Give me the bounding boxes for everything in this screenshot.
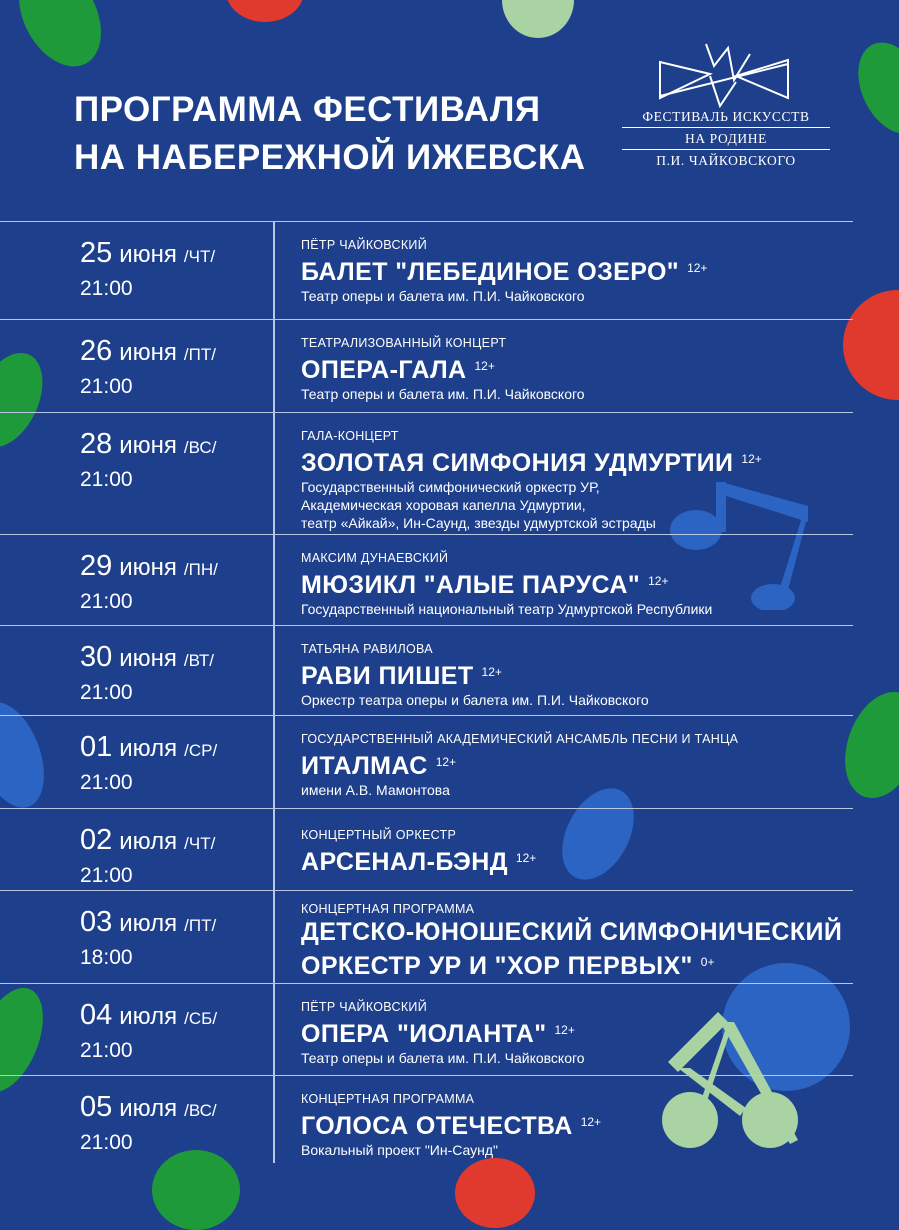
event-venue: театр «Айкай», Ин-Саунд, звезды удмуртской эстрады [301,515,656,531]
age-rating-badge: 12+ [580,1115,602,1129]
event-venue: имени А.В. Мамонтова [301,782,450,798]
event-info [301,901,853,981]
age-rating-badge: 12+ [648,574,669,588]
event-date [80,998,217,1065]
event-month: июля [119,735,178,762]
event-title [301,747,853,781]
event-subtitle: КОНЦЕРТНЫЙ ОРКЕСТР [301,828,457,842]
age-rating-badge: 12+ [481,665,502,679]
column-divider [273,809,275,890]
title-line-2: НА НАБЕРЕЖНОЙ ИЖЕВСКА [74,138,586,177]
event-time: 21:00 [80,277,133,300]
column-divider [273,716,275,808]
logo-text-line-2: НА РОДИНЕ [685,131,767,146]
event-month: июня [119,645,177,672]
event-weekday: /СР/ [184,741,218,760]
event-title-line: МЮЗИКЛ "АЛЫЕ ПАРУСА" $^{12+}$ [301,571,669,599]
event-time: 21:00 [80,590,133,613]
event-subtitle: ГАЛА-КОНЦЕРТ [301,429,399,443]
event-info [301,1091,853,1159]
column-divider [273,535,275,625]
event-row [0,808,853,890]
event-date [80,1090,217,1157]
event-day: 04 [80,999,113,1031]
event-month: июля [119,828,178,855]
event-title [301,843,853,877]
event-venue: Театр оперы и балета им. П.И. Чайковского [301,288,585,304]
event-date [80,823,215,890]
column-divider [273,222,275,319]
event-date [80,427,216,494]
event-title [301,657,853,691]
event-row [0,983,853,1075]
event-time: 21:00 [80,771,133,794]
event-title [301,1015,853,1049]
event-subtitle: КОНЦЕРТНАЯ ПРОГРАММА [301,902,475,916]
event-title [301,253,853,287]
event-day: 01 [80,731,113,763]
event-day: 30 [80,641,113,673]
event-title-line: БАЛЕТ "ЛЕБЕДИНОЕ ОЗЕРО" $^{12+}$ [301,258,708,286]
event-schedule [0,221,853,1163]
event-venue: Государственный национальный театр Удмуртской Республики [301,601,713,617]
age-rating-badge: 12+ [435,755,457,769]
event-weekday: /ВС/ [183,438,217,457]
event-title-line: ГОЛОСА ОТЕЧЕСТВА $^{12+}$ [301,1112,602,1140]
event-weekday: /ВТ/ [183,651,214,670]
event-day: 02 [80,824,113,856]
event-month: июля [119,1003,178,1030]
event-row [0,715,853,808]
age-rating-badge: 12+ [474,359,495,373]
title-line-1: ПРОГРАММА ФЕСТИВАЛЯ [74,90,541,129]
event-weekday: /СБ/ [184,1009,218,1028]
event-time: 21:00 [80,375,133,398]
event-title-line: ИТАЛМАС $^{12+}$ [301,752,457,780]
event-day: 25 [80,237,113,269]
event-title-line: АРСЕНАЛ-БЭНД $^{12+}$ [301,848,537,876]
event-row [0,625,853,715]
event-row [0,890,853,983]
event-date [80,730,217,797]
event-venue: Государственный симфонический оркестр УР, [301,479,600,495]
logo-text-line-1: ФЕСТИВАЛЬ ИСКУССТВ [642,109,810,124]
event-date [80,905,216,972]
event-date [80,236,215,303]
event-venue: Вокальный проект "Ин-Саунд" [301,1142,499,1158]
event-venue: Театр оперы и балета им. П.И. Чайковского [301,1050,585,1066]
event-subtitle: ТАТЬЯНА РАВИЛОВА [301,642,433,656]
event-subtitle: КОНЦЕРТНАЯ ПРОГРАММА [301,1092,475,1106]
event-weekday: /ПН/ [183,560,218,579]
event-day: 03 [80,906,113,938]
age-rating-badge: 12+ [687,261,708,275]
event-month: июля [119,1095,178,1122]
event-month: июля [119,910,178,937]
event-row [0,412,853,534]
age-rating-badge: 0+ [700,955,715,969]
event-title [301,444,853,478]
logo-divider [622,127,830,128]
event-subtitle: ПЁТР ЧАЙКОВСКИЙ [301,1000,427,1014]
event-info [301,641,853,709]
event-time: 21:00 [80,1131,133,1154]
event-venue: Оркестр театра оперы и балета им. П.И. Чайковского [301,692,649,708]
event-title-line: ОПЕРА "ИОЛАНТА" $^{12+}$ [301,1020,575,1048]
event-weekday: /ЧТ/ [183,247,216,266]
event-info [301,335,853,403]
event-subtitle: ТЕАТРАЛИЗОВАННЫЙ КОНЦЕРТ [301,336,507,350]
event-time: 18:00 [80,946,133,969]
event-subtitle: МАКСИМ ДУНАЕВСКИЙ [301,551,449,565]
event-weekday: /ЧТ/ [184,834,216,853]
event-title-line: ОПЕРА-ГАЛА $^{12+}$ [301,356,495,384]
event-row [0,1075,853,1163]
event-weekday: /ПТ/ [184,916,217,935]
event-date [80,640,214,707]
event-row [0,534,853,625]
event-month: июня [119,339,177,366]
event-title [301,566,853,600]
event-day: 05 [80,1091,113,1123]
column-divider [273,891,275,983]
festival-logo-icon [654,40,794,108]
column-divider [273,320,275,412]
event-date [80,549,218,616]
event-subtitle: ПЁТР ЧАЙКОВСКИЙ [301,238,427,252]
event-info [301,827,853,877]
event-month: июня [119,554,177,581]
event-month: июня [119,241,177,268]
event-title [301,351,853,385]
event-time: 21:00 [80,1039,133,1062]
event-weekday: /ВС/ [184,1101,217,1120]
event-title-line: ЗОЛОТАЯ СИМФОНИЯ УДМУРТИИ $^{12+}$ [301,449,762,477]
event-day: 26 [80,335,113,367]
age-rating-badge: 12+ [554,1023,575,1037]
event-subtitle: ГОСУДАРСТВЕННЫЙ АКАДЕМИЧЕСКИЙ АНСАМБЛЬ ПЕСНИ И ТАНЦА [301,732,739,746]
column-divider [273,984,275,1075]
event-time: 21:00 [80,468,133,491]
page-title [74,86,586,182]
event-info [301,237,853,305]
event-month: июня [119,432,177,459]
event-title [301,1107,853,1141]
column-divider [273,413,275,534]
event-venue: Театр оперы и балета им. П.И. Чайковского [301,386,585,402]
event-row [0,319,853,412]
event-day: 28 [80,428,113,460]
logo-divider [622,149,830,150]
event-weekday: /ПТ/ [183,345,216,364]
age-rating-badge: 12+ [515,851,537,865]
column-divider [273,1076,275,1163]
event-info [301,550,853,618]
festival-logo [622,40,830,169]
event-date [80,334,216,401]
event-title-line: ОРКЕСТР УР И "ХОР ПЕРВЫХ" $^{0+}$ [301,952,715,980]
column-divider [273,626,275,715]
event-info [301,731,853,799]
event-venue: Академическая хоровая капелла Удмуртии, [301,497,586,513]
event-title-line: РАВИ ПИШЕТ $^{12+}$ [301,662,502,690]
event-time: 21:00 [80,864,133,887]
event-day: 29 [80,550,113,582]
event-row [0,221,853,319]
event-title [301,917,853,981]
age-rating-badge: 12+ [741,452,762,466]
event-info [301,999,853,1067]
event-title-line: ДЕТСКО-ЮНОШЕСКИЙ СИМФОНИЧЕСКИЙ [301,918,843,946]
event-time: 21:00 [80,681,133,704]
logo-text-line-3: П.И. ЧАЙКОВСКОГО [656,153,796,168]
event-info [301,428,853,532]
